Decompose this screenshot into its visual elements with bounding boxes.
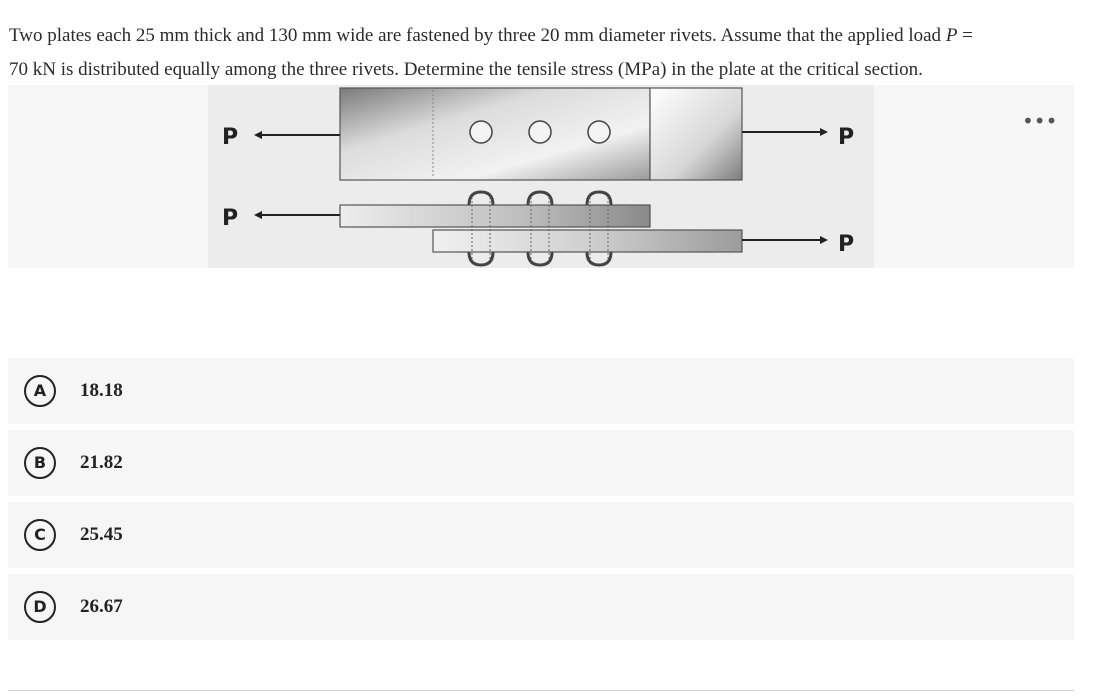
- top-plate-right: [650, 88, 742, 180]
- option-a-value: 18.18: [80, 380, 123, 401]
- load-label-top-right: P: [838, 125, 855, 150]
- arrowhead-side-left: [254, 211, 262, 219]
- option-c[interactable]: [8, 502, 1074, 568]
- rivet-joint-figure: [208, 85, 874, 268]
- rivet-side-2: [528, 192, 552, 265]
- bottom-divider: [8, 690, 1074, 691]
- option-b-letter: B: [24, 447, 56, 479]
- rivet-side-1: [469, 192, 493, 265]
- rivet-hole-1: [470, 121, 492, 143]
- option-a-letter: A: [24, 375, 56, 407]
- option-d-letter: D: [24, 591, 56, 623]
- rivet-joint-diagram: [208, 85, 874, 268]
- rivet-hole-3: [588, 121, 610, 143]
- side-plate-upper: [340, 205, 650, 227]
- question-line-2: 70 kN is distributed equally among the three rivets. Determine the tensile stress (MPa) in the plate at the critical section.: [9, 59, 923, 80]
- side-plate-lower: [433, 230, 742, 252]
- rivet-hole-2: [529, 121, 551, 143]
- arrowhead-top-right: [820, 128, 828, 136]
- arrowhead-top-left: [254, 131, 262, 139]
- load-label-side-right: P: [838, 232, 855, 257]
- option-d[interactable]: [8, 574, 1074, 640]
- rivet-side-3: [587, 192, 611, 265]
- option-d-value: 26.67: [80, 596, 123, 617]
- option-a[interactable]: [8, 358, 1074, 424]
- question-line-1: Two plates each 25 mm thick and 130 mm wide are fastened by three 20 mm diameter rivets. Assume that the applied load: [9, 25, 946, 46]
- option-c-letter: C: [24, 519, 56, 551]
- question-text: [9, 19, 1084, 87]
- load-variable: P: [945, 25, 958, 46]
- load-label-top-left: P: [222, 125, 239, 150]
- option-c-value: 25.45: [80, 524, 123, 545]
- option-b-value: 21.82: [80, 452, 123, 473]
- question-equals: =: [957, 25, 973, 46]
- arrowhead-side-right: [820, 236, 828, 244]
- more-options-icon[interactable]: •••: [1022, 109, 1058, 133]
- load-label-side-left: P: [222, 206, 239, 231]
- option-b[interactable]: [8, 430, 1074, 496]
